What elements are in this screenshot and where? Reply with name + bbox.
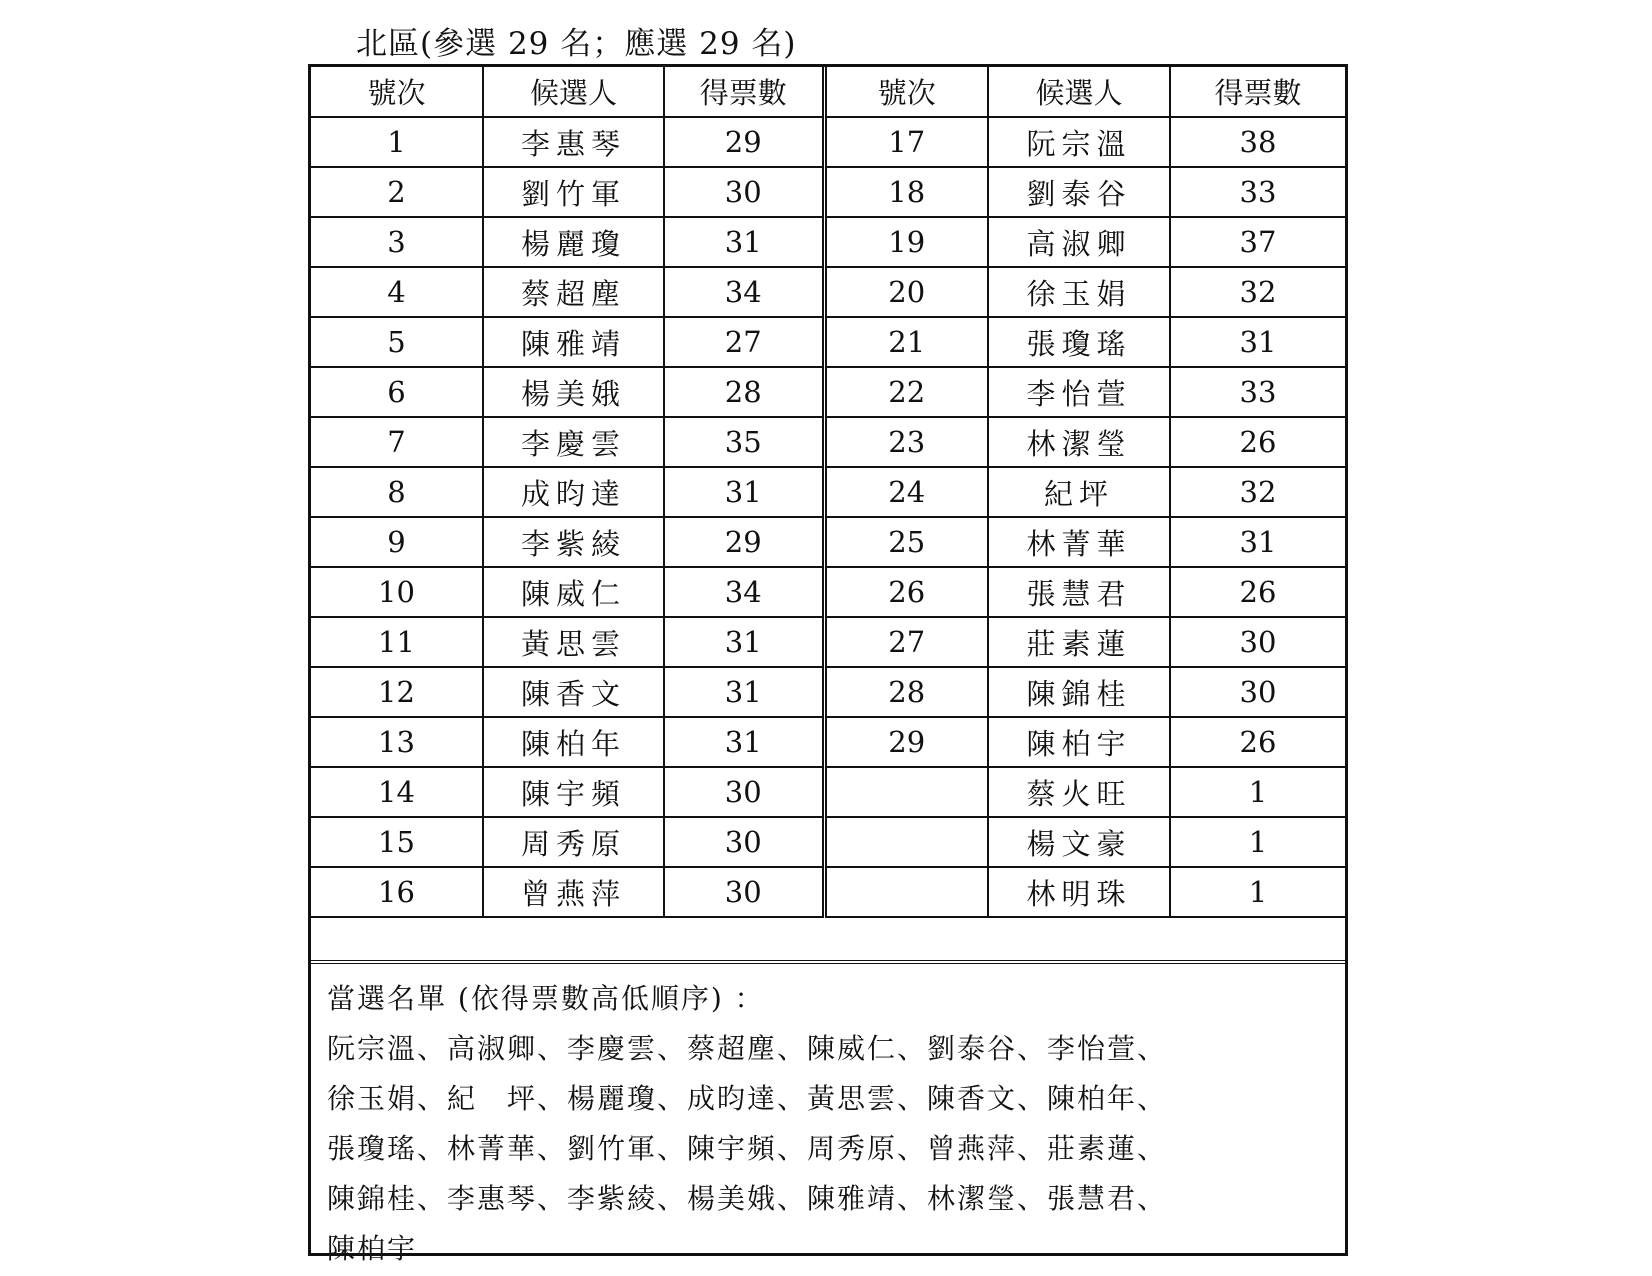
table-row (311, 417, 1345, 467)
header-row (311, 67, 1345, 117)
candidate-number: 23 (824, 417, 988, 467)
candidate-name: 張瓊瑤 (988, 317, 1170, 367)
vote-count: 31 (664, 667, 824, 717)
vote-count: 28 (664, 367, 824, 417)
table-row (311, 167, 1345, 217)
vote-count: 37 (1170, 217, 1345, 267)
table-row (311, 567, 1345, 617)
candidate-number: 21 (824, 317, 988, 367)
table-row (311, 767, 1345, 817)
vote-count: 32 (1170, 467, 1345, 517)
vote-count: 33 (1170, 167, 1345, 217)
elected-line: 張瓊瑤、林菁華、劉竹軍、陳宇頻、周秀原、曾燕萍、莊素蓮、 (327, 1132, 1168, 1165)
vote-count: 1 (1170, 817, 1345, 867)
results-table (311, 67, 1345, 918)
header-votes: 得票數 (664, 67, 824, 117)
candidate-number: 12 (311, 667, 483, 717)
candidate-name: 陳宇頻 (483, 767, 664, 817)
candidate-name: 黃思雲 (483, 617, 664, 667)
candidate-name: 林菁華 (988, 517, 1170, 567)
vote-count: 29 (664, 117, 824, 167)
header-number: 號次 (311, 67, 483, 117)
candidate-name: 紀坪 (988, 467, 1170, 517)
vote-count: 30 (664, 817, 824, 867)
vote-count: 31 (1170, 517, 1345, 567)
vote-count: 30 (664, 767, 824, 817)
header-number: 號次 (824, 67, 988, 117)
candidate-number: 13 (311, 717, 483, 767)
candidate-name: 林潔瑩 (988, 417, 1170, 467)
results-frame (308, 64, 1348, 1265)
candidate-number: 27 (824, 617, 988, 667)
vote-count: 33 (1170, 367, 1345, 417)
candidate-number: 26 (824, 567, 988, 617)
candidate-name: 林明珠 (988, 867, 1170, 917)
candidate-number: 17 (824, 117, 988, 167)
table-row (311, 117, 1345, 167)
candidate-number: 29 (824, 717, 988, 767)
vote-count: 34 (664, 567, 824, 617)
candidate-name: 張慧君 (988, 567, 1170, 617)
vote-count: 31 (664, 217, 824, 267)
candidate-number (824, 767, 988, 817)
vote-count: 1 (1170, 867, 1345, 917)
elected-list (311, 960, 1345, 1265)
candidate-number (824, 867, 988, 917)
results-body (311, 117, 1345, 917)
elected-heading: 當選名單 (依得票數高低順序) ： (327, 982, 765, 1015)
candidate-name: 蔡超塵 (483, 267, 664, 317)
table-row (311, 617, 1345, 667)
candidate-name: 陳柏宇 (988, 717, 1170, 767)
candidate-number: 24 (824, 467, 988, 517)
candidate-number (824, 817, 988, 867)
candidate-name: 陳錦桂 (988, 667, 1170, 717)
candidate-number: 8 (311, 467, 483, 517)
elected-line: 阮宗溫、高淑卿、李慶雲、蔡超塵、陳威仁、劉泰谷、李怡萱、 (327, 1032, 1168, 1065)
candidate-number: 20 (824, 267, 988, 317)
candidate-name: 劉泰谷 (988, 167, 1170, 217)
vote-count: 1 (1170, 767, 1345, 817)
candidate-number: 15 (311, 817, 483, 867)
candidate-number: 16 (311, 867, 483, 917)
candidate-name: 李紫綾 (483, 517, 664, 567)
table-row (311, 717, 1345, 767)
vote-count: 35 (664, 417, 824, 467)
table-row (311, 667, 1345, 717)
candidate-number: 18 (824, 167, 988, 217)
vote-count: 38 (1170, 117, 1345, 167)
candidate-name: 陳柏年 (483, 717, 664, 767)
candidate-number: 5 (311, 317, 483, 367)
table-row (311, 317, 1345, 367)
candidate-name: 成昀達 (483, 467, 664, 517)
candidate-number: 14 (311, 767, 483, 817)
candidate-number: 22 (824, 367, 988, 417)
vote-count: 31 (664, 467, 824, 517)
candidate-name: 高淑卿 (988, 217, 1170, 267)
candidate-name: 徐玉娟 (988, 267, 1170, 317)
elected-line: 陳錦桂、李惠琴、李紫綾、楊美娥、陳雅靖、林潔瑩、張慧君、 (327, 1182, 1168, 1215)
vote-count: 30 (664, 867, 824, 917)
vote-count: 30 (1170, 617, 1345, 667)
candidate-name: 周秀原 (483, 817, 664, 867)
candidate-number: 4 (311, 267, 483, 317)
candidate-name: 莊素蓮 (988, 617, 1170, 667)
candidate-number: 9 (311, 517, 483, 567)
candidate-number: 3 (311, 217, 483, 267)
vote-count: 29 (664, 517, 824, 567)
candidate-name: 楊美娥 (483, 367, 664, 417)
candidate-name: 陳香文 (483, 667, 664, 717)
candidate-number: 6 (311, 367, 483, 417)
candidate-name: 陳雅靖 (483, 317, 664, 367)
candidate-number: 28 (824, 667, 988, 717)
candidate-name: 曾燕萍 (483, 867, 664, 917)
candidate-number: 19 (824, 217, 988, 267)
candidate-name: 楊文豪 (988, 817, 1170, 867)
vote-count: 31 (1170, 317, 1345, 367)
candidate-name: 蔡火旺 (988, 767, 1170, 817)
elected-line: 陳柏宇 (327, 1232, 418, 1265)
table-row (311, 217, 1345, 267)
vote-count: 30 (1170, 667, 1345, 717)
vote-count: 26 (1170, 717, 1345, 767)
header-candidate: 候選人 (988, 67, 1170, 117)
vote-count: 34 (664, 267, 824, 317)
table-row (311, 367, 1345, 417)
candidate-number: 10 (311, 567, 483, 617)
candidate-number: 2 (311, 167, 483, 217)
candidate-name: 楊麗瓊 (483, 217, 664, 267)
candidate-name: 陳威仁 (483, 567, 664, 617)
candidate-name: 李怡萱 (988, 367, 1170, 417)
candidate-name: 李慶雲 (483, 417, 664, 467)
vote-count: 30 (664, 167, 824, 217)
candidate-name: 阮宗溫 (988, 117, 1170, 167)
table-row (311, 267, 1345, 317)
candidate-number: 7 (311, 417, 483, 467)
table-row (311, 517, 1345, 567)
candidate-name: 劉竹軍 (483, 167, 664, 217)
vote-count: 26 (1170, 567, 1345, 617)
candidate-number: 1 (311, 117, 483, 167)
table-row (311, 817, 1345, 867)
header-votes: 得票數 (1170, 67, 1345, 117)
vote-count: 27 (664, 317, 824, 367)
candidate-name: 李惠琴 (483, 117, 664, 167)
vote-count: 31 (664, 717, 824, 767)
page-title: 北區(參選 29 名；應選 29 名) (356, 26, 797, 62)
vote-count: 26 (1170, 417, 1345, 467)
table-row (311, 867, 1345, 917)
header-candidate: 候選人 (483, 67, 664, 117)
elected-line: 徐玉娟、紀 坪、楊麗瓊、成昀達、黃思雲、陳香文、陳柏年、 (327, 1082, 1168, 1115)
vote-count: 32 (1170, 267, 1345, 317)
candidate-number: 11 (311, 617, 483, 667)
candidate-number: 25 (824, 517, 988, 567)
vote-count: 31 (664, 617, 824, 667)
table-row (311, 467, 1345, 517)
